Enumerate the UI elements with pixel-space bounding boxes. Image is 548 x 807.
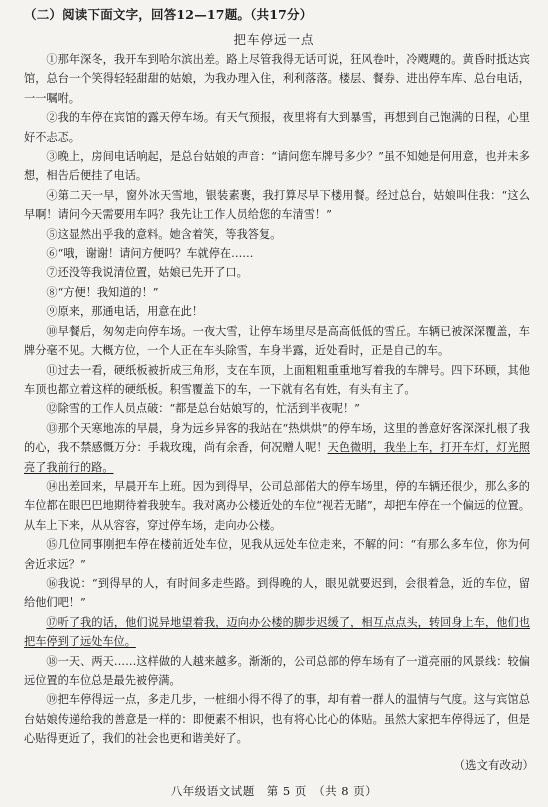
paragraph-16: ⑯我说：“到得早的人，有时间多走些路。到得晚的人，眼见就要迟到，会很着急，近的车位，留给他们吧！” — [24, 576, 530, 610]
paragraph-15: ⑮几位同事刚把车停在楼前近处车位，见我从远处车位走来，不解的问：“有那么多车位，你为何舍近求远？” — [24, 538, 530, 571]
underlined-sentence-13: 天色微明，我坐上车，打开车灯，灯光照亮了我前行的路。 — [24, 441, 530, 474]
paragraph-1: ①那年深冬，我开车到哈尔滨出差。路上尽管我得无话可说，狂风卷叶，冷飕飕的。黄昏时抵达宾馆，总台一个笑得轻轻甜甜的姑娘，为我办理入住，利利落落。楼层、餐券、进出停车库、总台电话，一一嘱咐。 — [24, 53, 530, 105]
paragraph-12: ⑫除雪的工作人员点破：“都是总台姑娘写的，忙活到半夜呢！” — [46, 402, 360, 416]
paragraph-19: ⑲把车停得远一点，多走几步，一桩细小得不得了的事，却有着一群人的温情与气度。这与宾馆总台姑娘传递给我的善意是一样的：即便素不相识，也有将心比心的体贴。虽然大家把车停得远了，但是心贴得更近了，我们的社会也更和谐美好了。 — [24, 693, 530, 746]
section-heading: （二）阅读下面文字，回答12—17题。（共17分） — [24, 7, 313, 22]
paragraph-8: ⑧“方便！我知道的！” — [46, 285, 159, 299]
paragraph-17 — [24, 613, 530, 652]
paragraph-2: ②我的车停在宾馆的露天停车场。有天气预报，夜里将有大到暴雪，再想到自己饱满的日程，心里好不忐忑。 — [24, 111, 530, 144]
paragraph-6: ⑥“哦，谢谢！请问方便吗？车就停在…… — [46, 247, 254, 261]
article-title: 把车停远一点 — [233, 32, 315, 47]
paragraph-18: ⑱一天、两天……这样做的人越来越多。渐渐的，公司总部的停车场有了一道亮丽的风景线：较偏远位置的车位总是最先被停满。 — [24, 654, 530, 687]
paragraph-13 — [24, 419, 530, 477]
paragraph-13-text: ⑬那个天寒地冻的早晨，身为远乡异客的我站在“热烘烘”的停车场，这里的善意好客深深扎根了我的心，我不禁感慨万分：手栽玫瑰，尚有余香，何况赠人呢！ — [24, 421, 530, 455]
source-note: （选文有改动） — [453, 758, 534, 772]
paragraph-3: ③晚上，房间电话响起，是总台姑娘的声音：“请问您车牌号多少？”虽不知她是何用意，也并未多想，相告后便挂了电话。 — [24, 150, 530, 183]
article-body — [24, 50, 530, 749]
paragraph-4: ④第二天一早，窗外冰天雪地，银装素裹，我打算尽早下楼用餐。经过总台，姑娘叫住我：“这么早啊！请问今天需要用车吗？我先让工作人员给您的车清雪！” — [24, 188, 530, 222]
paragraph-11: ⑪过去一看，硬纸板被折成三角形，支在车顶，上面粗粗重重地写着我的车牌号。四下环顾，其他车顶也都立着这样的硬纸板。积雪覆盖下的车，一下就有名有姓，有头有主了。 — [24, 363, 530, 396]
paragraph-7: ⑦还没等我说清位置，姑娘已先开了口。 — [46, 266, 248, 280]
page-footer: 八年级语文试题 第 5 页 （共 8 页） — [170, 784, 378, 798]
paragraph-14: ⑭出差回来，早晨开车上班。因为到得早，公司总部偌大的停车场里，停的车辆还很少，那么多的车位都在眼巴巴地期待着我驶车。我对离办公楼近处的车位“视若无睹”，却把车停在一个偏远的位置。从车上下来，从从容容，穿过停车场，走向办公楼。 — [24, 479, 530, 532]
paragraph-9: ⑨原来，那通电话，用意在此！ — [46, 305, 204, 319]
paragraph-10: ⑩早餐后，匆匆走向停车场。一夜大雪，让停车场里尽是高高低低的雪丘。车辆已被深深覆盖，车牌分毫不见。大概方位，一个人正在车头除雪，车身半露，近处看时，正是自己的车。 — [24, 324, 530, 358]
underlined-sentence-17: ⑰听了我的话，他们说异地望着我，迈向办公楼的脚步迟缓了，相互点点头，转回身上车，他们也把车停到了远处车位。 — [24, 615, 530, 649]
paragraph-5: ⑤这显然出乎我的意料。她含着笑，等我答复。 — [46, 227, 282, 241]
